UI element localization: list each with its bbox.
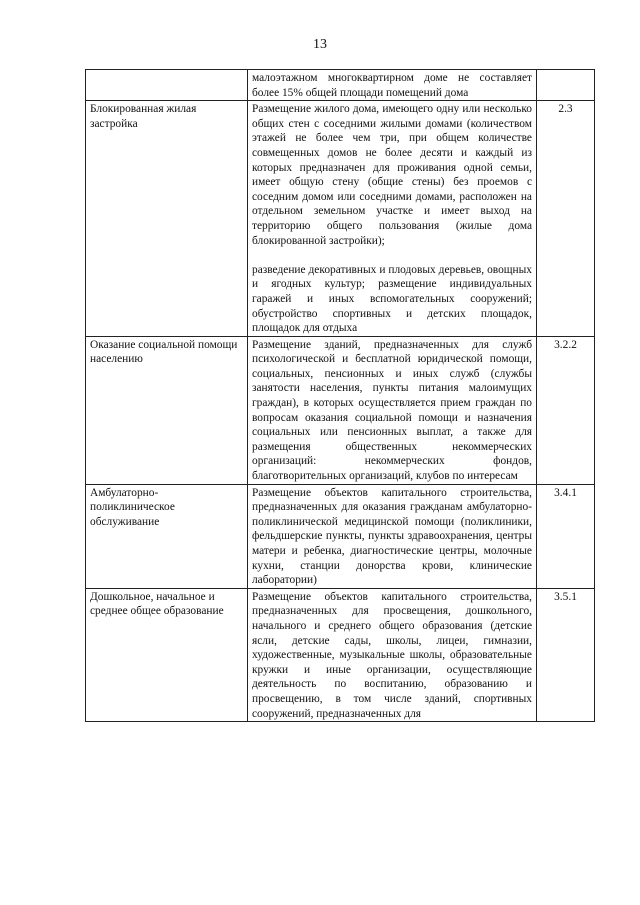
use-description-cell (248, 336, 537, 484)
use-name-cell: Дошкольное, начальное и среднее общее образование (86, 588, 248, 721)
use-description-cell (248, 588, 537, 721)
description-paragraph: Размещение объектов капитального строительства, предназначенных для оказания гражданам амбулаторно-поликлинической медицинской помощи (поликлиники, фельдшерские пункты, пункты здравоохранения, центры матери и ребенка, диагностические центры, молочные кухни, станции донорства крови, клинические лаборатории) (252, 486, 532, 587)
land-use-table (85, 69, 595, 722)
page-number: 13 (313, 37, 327, 52)
use-code-cell: 3.5.1 (537, 588, 595, 721)
use-code-cell: 3.2.2 (537, 336, 595, 484)
use-description-cell (248, 484, 537, 588)
description-paragraph: Размещение жилого дома, имеющего одну или несколько общих стен с соседними жилыми домами (количеством этажей не более чем три, при общем количестве совмещенных домов не более десяти и каждый из которых предназначен для проживания одной семьи, имеет общую стену (общие стены) без проемов с соседним домом или соседними домами, расположен на отдельном земельном участке и имеет выход на территорию общего пользования (жилые дома блокированной застройки); (252, 103, 532, 247)
table-row (86, 336, 595, 484)
use-description-cell (248, 70, 537, 101)
use-code-cell: 3.4.1 (537, 484, 595, 588)
use-code-cell: 2.3 (537, 101, 595, 337)
description-paragraph: малоэтажном многоквартирном доме не составляет более 15% общей площади помещений дома (252, 72, 532, 99)
table-row (86, 70, 595, 101)
use-code-cell (537, 70, 595, 101)
description-paragraph: разведение декоративных и плодовых деревьев, овощных и ягодных культур; размещение индивидуальных гаражей и иных вспомогательных сооружений; обустройство спортивных и детских площадок, площадок для отдыха (252, 263, 532, 335)
use-name-cell: Блокированная жилая застройка (86, 101, 248, 337)
use-name-cell (86, 70, 248, 101)
use-name-cell: Оказание социальной помощи населению (86, 336, 248, 484)
use-description-cell (248, 101, 537, 337)
table-row (86, 101, 595, 337)
table-row (86, 484, 595, 588)
description-paragraph: Размещение зданий, предназначенных для служб психологической и бесплатной юридической помощи, социальных, пенсионных и иных служб (службы занятости населения, пункты питания малоимущих граждан), в которых осуществляется прием граждан по вопросам оказания социальной помощи и назначения социальных или пенсионных выплат, а также для размещения общественных некоммерческих организаций: некоммерческих фондов, благотворительных организаций, клубов по интересам (252, 338, 532, 483)
description-paragraph: Размещение объектов капитального строительства, предназначенных для просвещения, дошкольного, начального и среднего общего образования (детские ясли, детские сады, школы, лицеи, гимназии, художественные, музыкальные школы, образовательные кружки и иные организации, осуществляющие деятельность по воспитанию, образованию и просвещению, в том числе зданий, спортивных сооружений, предназначенных для (252, 590, 532, 720)
table-row (86, 588, 595, 721)
use-name-cell: Амбулаторно-поликлиническое обслуживание (86, 484, 248, 588)
